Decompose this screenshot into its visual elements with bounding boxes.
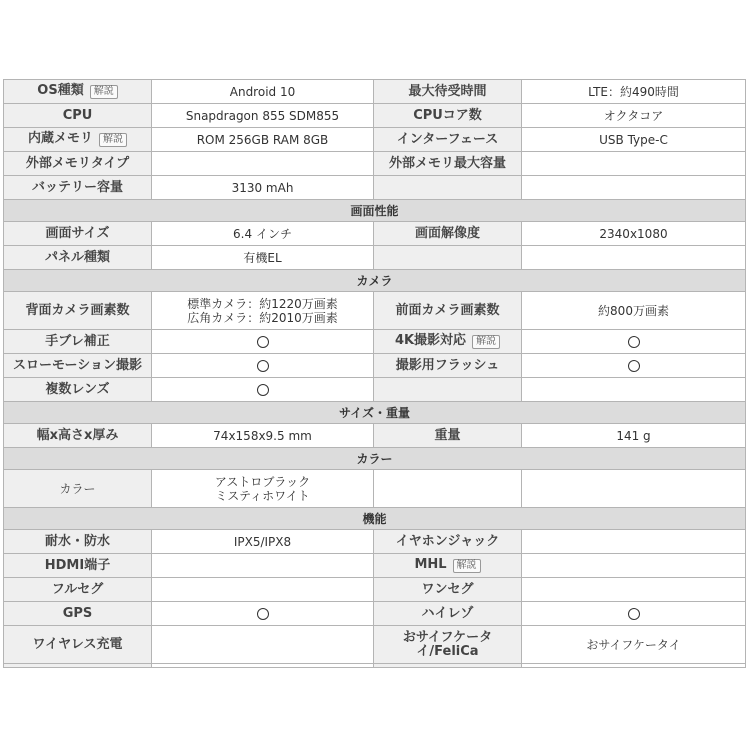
value — [522, 330, 746, 354]
label: 外部メモリ最大容量 — [374, 152, 522, 176]
supported-circle-icon — [628, 360, 640, 372]
value — [152, 378, 374, 402]
label: ハイレゾ — [374, 602, 522, 626]
table-row — [4, 246, 746, 270]
label-line: おサイフケータ — [402, 629, 493, 645]
label: 手ブレ補正 — [4, 330, 152, 354]
label: 画面サイズ — [4, 222, 152, 246]
value — [522, 578, 746, 602]
value — [152, 554, 374, 578]
supported-circle-icon — [257, 608, 269, 620]
value: 約800万画素 — [522, 292, 746, 330]
label: OS種類 — [37, 83, 84, 98]
value-line: 広角カメラ：約2010万画素 — [187, 310, 338, 325]
value: USB Type-C — [522, 128, 746, 152]
label: 背面カメラ画素数 — [4, 292, 152, 330]
label: 耐水・防水 — [4, 530, 152, 554]
value — [152, 354, 374, 378]
table-row — [4, 80, 746, 104]
value: ROM 256GB RAM 8GB — [152, 128, 374, 152]
label: 前面カメラ画素数 — [374, 292, 522, 330]
section-header: カメラ — [4, 270, 746, 292]
table-row — [4, 530, 746, 554]
value: Android 10 — [152, 80, 374, 104]
section-header: サイズ・重量 — [4, 402, 746, 424]
value: 2340x1080 — [522, 222, 746, 246]
label — [374, 246, 522, 270]
label: フルセグ — [4, 578, 152, 602]
section-header: カラー — [4, 448, 746, 470]
label: GPS — [4, 602, 152, 626]
table-row — [4, 578, 746, 602]
value — [152, 330, 374, 354]
value-line: アストロブラック — [214, 474, 311, 489]
supported-circle-icon — [257, 384, 269, 396]
label: スローモーション撮影 — [4, 354, 152, 378]
value — [522, 554, 746, 578]
label: ワイヤレス充電 — [4, 626, 152, 664]
value — [522, 664, 746, 668]
supported-circle-icon — [257, 336, 269, 348]
label-line: イ/FeliCa — [416, 643, 479, 659]
label: 外部メモリタイプ — [4, 152, 152, 176]
table-row — [4, 664, 746, 668]
value — [152, 152, 374, 176]
label: 最大待受時間 — [374, 80, 522, 104]
value-line: ミスティホワイト — [215, 488, 310, 503]
label: MHL — [414, 557, 447, 572]
explain-badge[interactable]: 解説 — [90, 85, 118, 99]
table-row — [4, 470, 746, 508]
value: IPX5/IPX8 — [152, 530, 374, 554]
value: 6.4 インチ — [152, 222, 374, 246]
label: 重量 — [374, 424, 522, 448]
value: おサイフケータイ — [522, 626, 746, 664]
table-row — [4, 424, 746, 448]
supported-circle-icon — [257, 360, 269, 372]
table-row — [4, 378, 746, 402]
table-row — [4, 626, 746, 664]
value: 74x158x9.5 mm — [152, 424, 374, 448]
table-row — [4, 104, 746, 128]
table-row — [4, 128, 746, 152]
section-row — [4, 200, 746, 222]
value-line: 標準カメラ：約1220万画素 — [187, 296, 338, 311]
label — [374, 176, 522, 200]
explain-badge[interactable]: 解説 — [453, 559, 481, 573]
value — [374, 470, 522, 508]
value — [522, 354, 746, 378]
value — [152, 470, 374, 508]
section-row — [4, 270, 746, 292]
value — [522, 470, 746, 508]
label: インターフェース — [374, 128, 522, 152]
table-row — [4, 554, 746, 578]
section-row — [4, 508, 746, 530]
value — [522, 246, 746, 270]
explain-badge[interactable]: 解説 — [472, 335, 500, 349]
value: Snapdragon 855 SDM855 — [152, 104, 374, 128]
label — [374, 378, 522, 402]
table-row — [4, 222, 746, 246]
label: 撮影用フラッシュ — [374, 354, 522, 378]
value: オクタコア — [522, 104, 746, 128]
table-row — [4, 330, 746, 354]
value — [522, 378, 746, 402]
supported-circle-icon — [628, 608, 640, 620]
label: 幅x高さx厚み — [4, 424, 152, 448]
value — [152, 626, 374, 664]
label: バッテリー容量 — [4, 176, 152, 200]
supported-circle-icon — [628, 336, 640, 348]
label: 内蔵メモリ — [27, 131, 93, 146]
value: 141 g — [522, 424, 746, 448]
label — [4, 664, 152, 668]
table-row — [4, 292, 746, 330]
table-row — [4, 176, 746, 200]
label: HDMI端子 — [4, 554, 152, 578]
value: LTE：約490時間 — [522, 80, 746, 104]
label: カラー — [4, 470, 152, 508]
label: 画面解像度 — [374, 222, 522, 246]
value: 3130 mAh — [152, 176, 374, 200]
value — [522, 152, 746, 176]
spec-table — [3, 79, 746, 668]
value: 有機EL — [152, 246, 374, 270]
value — [522, 176, 746, 200]
section-header: 画面性能 — [4, 200, 746, 222]
table-row — [4, 152, 746, 176]
table-row — [4, 354, 746, 378]
label: 4K撮影対応 — [394, 333, 467, 348]
value — [152, 292, 374, 330]
section-row — [4, 402, 746, 424]
value — [152, 664, 374, 668]
label — [374, 626, 522, 664]
table-row — [4, 602, 746, 626]
section-row — [4, 448, 746, 470]
label: 複数レンズ — [4, 378, 152, 402]
label: パネル種類 — [4, 246, 152, 270]
value — [152, 578, 374, 602]
explain-badge[interactable]: 解説 — [99, 133, 127, 147]
label — [374, 664, 522, 668]
value — [522, 530, 746, 554]
label: CPU — [4, 104, 152, 128]
label: ワンセグ — [374, 578, 522, 602]
label: CPUコア数 — [374, 104, 522, 128]
value — [522, 602, 746, 626]
value — [152, 602, 374, 626]
section-header: 機能 — [4, 508, 746, 530]
label: イヤホンジャック — [374, 530, 522, 554]
